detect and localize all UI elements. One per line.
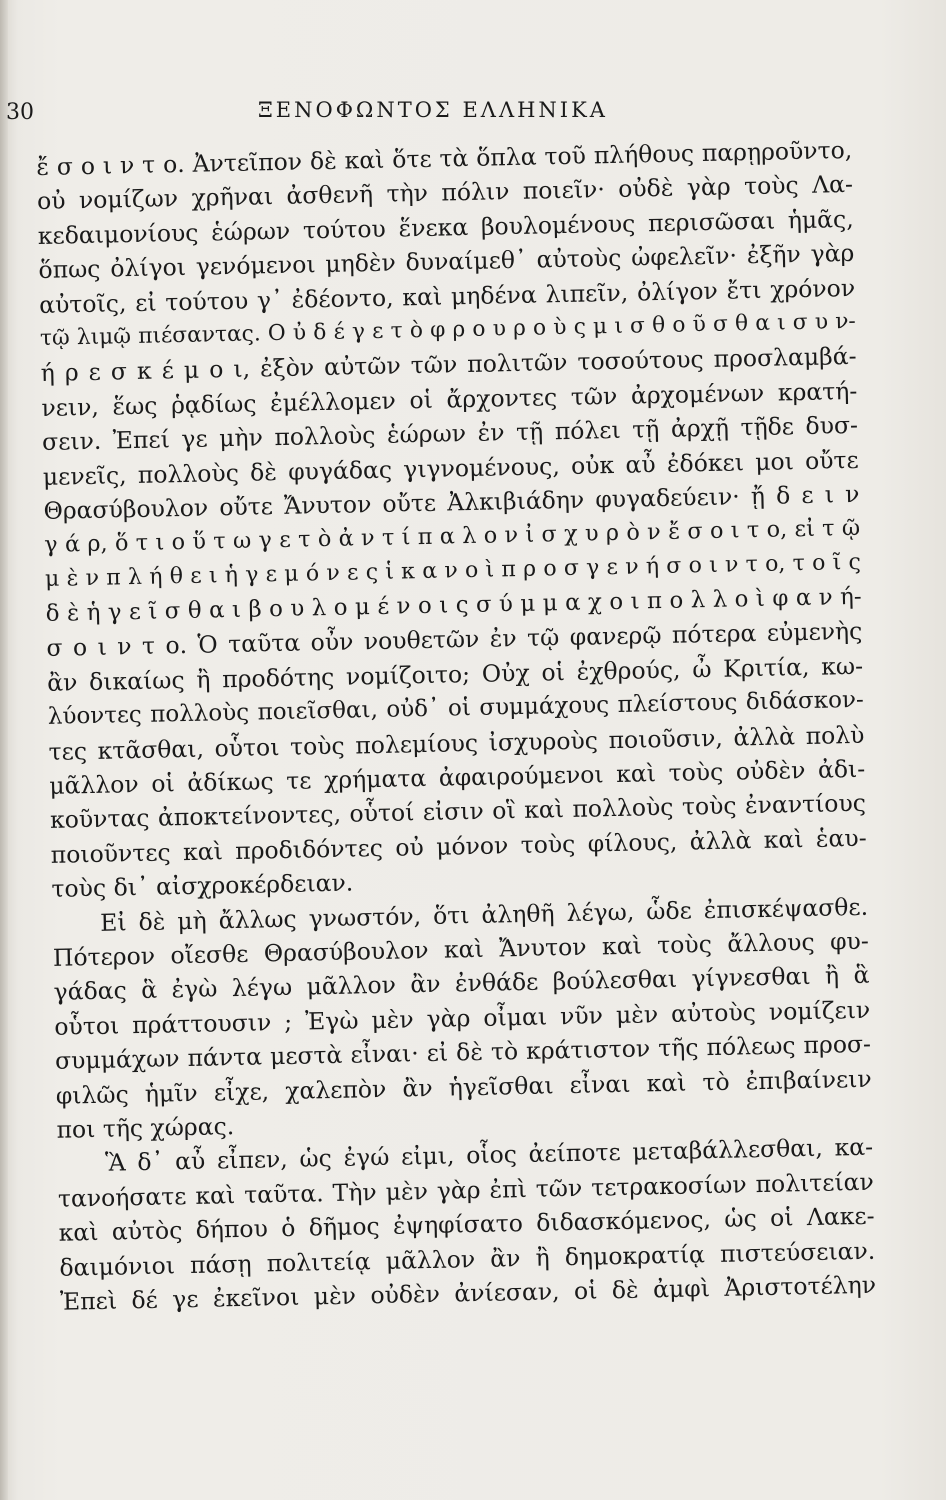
text-line: νειν, ἕως ῥᾳδίως ἐμέλλομεν οἱ ἄρχοντες τῶν ἀρχομένων κρατή-	[41, 376, 858, 422]
text-line: ὅπως ὀλίγοι γενόμενοι μηδὲν δυναίμεθ᾽ αὐτοὺς ὠφελεῖν· ἐξῆν γὰρ	[38, 239, 855, 285]
text-line: Θρασύβουλον οὔτε Ἄνυτον οὔτε Ἀλκιβιάδην φυγαδεύειν· ᾔ δ ε ι ν	[43, 479, 860, 525]
page-number: 30	[6, 100, 34, 125]
text-line: δ ὲ ἡ γ ε ῖ σ θ α ι β ο υ λ ο μ έ ν ο ι ς σ ύ μ μ α χ ο ι π ο λ λ ο ὶ φ α ν ή-	[45, 583, 862, 627]
text-line: μᾶλλον οἱ ἀδίκως τε χρήματα ἀφαιρούμενοι καὶ τοὺς οὐδὲν ἀδι-	[49, 754, 866, 800]
text-line: κοῦντας ἀποκτείνοντες, οὗτοί εἰσιν οἳ καὶ πολλοὺς τοὺς ἐναντίους	[49, 789, 867, 835]
text-line: αὐτοῖς, εἰ τούτου γ᾽ ἐδέοντο, καὶ μηδένα λιπεῖν, ὀλίγον ἔτι χρόνον	[38, 273, 856, 319]
text-line: γάδας ἃ ἐγὼ λέγω μᾶλλον ἂν ἐνθάδε βούλεσθαι γίγνεσθαι ἢ ἃ	[53, 961, 870, 1007]
text-line: ή ρ ε σ κ έ μ ο ι, ἐξὸν αὐτῶν τῶν πολιτῶν τοσούτους προσλαμβά-	[40, 342, 857, 388]
text-line: ποι τῆς χώρας.	[56, 1112, 235, 1144]
text-line: τανοήσατε καὶ ταῦτα. Τὴν μὲν γὰρ ἐπὶ τῶν τετρακοσίων πολιτείαν	[57, 1167, 875, 1213]
text-line: Εἰ δὲ μὴ ἄλλως γνωστόν, ὅτι ἀληθῆ λέγω, ὧδε ἐπισκέψασθε.	[99, 892, 869, 937]
text-line: συμμάχων πάντα μεστὰ εἶναι· εἰ δὲ τὸ κράτιστον τῆς πόλεως προσ-	[54, 1029, 872, 1075]
text-line: οὐ νομίζων χρῆναι ἀσθενῆ τὴν πόλιν ποιεῖν· οὐδὲ γὰρ τοὺς Λα-	[36, 170, 854, 216]
text-line: καὶ αὐτὸς δήπου ὁ δῆμος ἐψηφίσατο διδασκόμενος, ὡς οἱ Λακε-	[58, 1201, 875, 1247]
text-line: ἂν δικαίως ἢ προδότης νομίζοιτο; Οὐχ οἱ ἐχθρούς, ὦ Κριτία, κω-	[46, 651, 864, 697]
text-line: τοὺς δι᾽ αἰσχροκέρδειαν.	[51, 868, 354, 904]
text-line: μ ὲ ν π λ ή θ ε ι ἡ γ ε μ ό ν ε ς ἱ κ α ν ο ὶ π ρ ο σ γ ε ν ή σ ο ι ν τ ο, τ ο ῖ ς	[44, 549, 862, 592]
text-line: λύοντες πολλοὺς ποιεῖσθαι, οὐδ᾽ οἱ συμμάχους πλείστους διδάσκον-	[47, 687, 864, 731]
text-line: Πότερον οἴεσθε Θρασύβουλον καὶ Ἄνυτον καὶ τοὺς ἄλλους φυ-	[52, 926, 870, 972]
book-spine-shadow	[0, 0, 8, 1500]
text-line: φιλῶς ἡμῖν εἶχε, χαλεπὸν ἂν ἡγεῖσθαι εἶναι καὶ τὸ ἐπιβαίνειν	[55, 1064, 872, 1110]
text-line: σ ο ι ν τ ο. Ὁ ταῦτα οὖν νουθετῶν ἐν τῷ φανερῷ πότερα εὐμενὴς	[46, 617, 863, 663]
text-line: Ἃ δ᾽ αὖ εἶπεν, ὡς ἐγώ εἰμι, οἷος ἀείποτε μεταβάλλεσθαι, κα-	[104, 1133, 874, 1178]
text-line: ποιοῦντες καὶ προδιδόντες οὐ μόνον τοὺς φίλους, ἀλλὰ καὶ ἑαυ-	[50, 823, 867, 869]
text-line: κεδαιμονίους ἑώρων τούτου ἕνεκα βουλομένους περισῶσαι ἡμᾶς,	[37, 204, 854, 250]
text-line: ἔ σ ο ι ν τ ο. Ἀντεῖπον δὲ καὶ ὅτε τὰ ὅπλα τοῦ πλήθους παρῃροῦντο,	[36, 135, 853, 181]
text-line: γ ά ρ, ὅ τ ι ο ὕ τ ω γ ε τ ὸ ἀ ν τ ί π α λ ο ν ἰ σ χ υ ρ ὸ ν ἔ σ ο ι τ ο, εἰ τ ῷ	[44, 515, 861, 559]
text-line: τῷ λιμῷ πιέσαντας. Ο ὐ δ έ γ ε τ ὸ φ ρ ο υ ρ ο ὺ ς μ ι σ θ ο ῦ σ θ α ι σ υ ν-	[39, 308, 857, 351]
text-line: οὗτοι πράττουσιν ; Ἐγὼ μὲν γὰρ οἶμαι νῦν μὲν αὐτοὺς νομίζειν	[54, 995, 871, 1041]
text-line: Ἐπεὶ δέ γε ἐκεῖνοι μὲν οὐδὲν ἀνίεσαν, οἱ δὲ ἀμφὶ Ἀριστοτέλην	[59, 1270, 877, 1316]
text-line: τες κτᾶσθαι, οὗτοι τοὺς πολεμίους ἰσχυροὺς ποιοῦσιν, ἀλλὰ πολὺ	[48, 720, 865, 766]
text-line: μενεῖς, πολλοὺς δὲ φυγάδας γιγνομένους, οὐκ αὖ ἐδόκει μοι οὔτε	[42, 445, 859, 491]
page-header	[0, 96, 946, 136]
body-text	[36, 133, 876, 1319]
text-line: σειν. Ἐπεί γε μὴν πολλοὺς ἑώρων ἐν τῇ πόλει τῇ ἀρχῇ τῇδε δυσ-	[41, 410, 859, 457]
running-title: ΞΕΝΟΦΩΝΤΟΣ ΕΛΛΗΝΙΚΑ	[258, 98, 608, 122]
text-line: δαιμόνιοι πάσῃ πολιτείᾳ μᾶλλον ἂν ἢ δημοκρατίᾳ πιστεύσειαν.	[59, 1236, 876, 1282]
